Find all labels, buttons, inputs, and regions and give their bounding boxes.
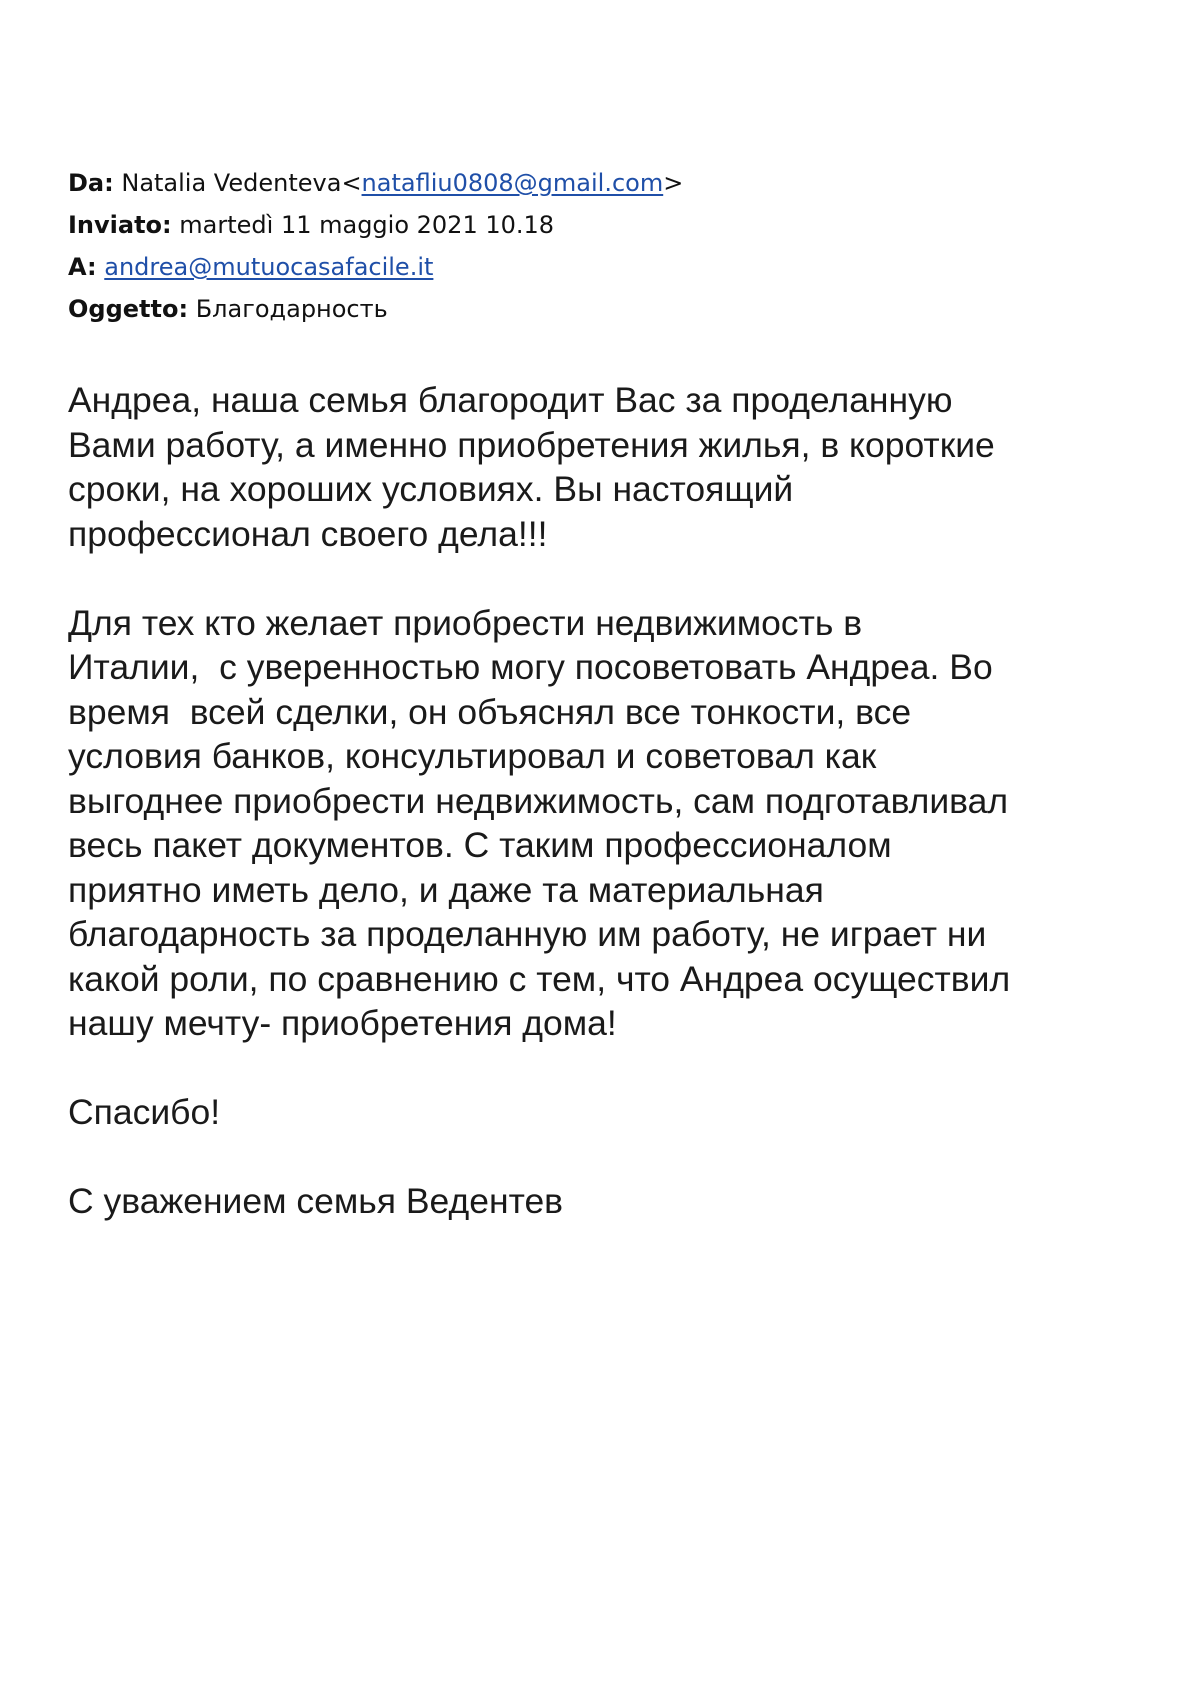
body-line: сроки, на хороших условиях. Вы настоящий (68, 469, 794, 509)
subject-label: Oggetto: (68, 295, 189, 323)
thanks-paragraph (68, 1090, 1128, 1135)
body-line: приятно иметь дело, и даже та материальная (68, 869, 824, 910)
body-line: Для тех кто желает приобрести недвижимость в (68, 602, 863, 643)
signature-text: С уважением семья Ведентев (68, 1181, 564, 1221)
body-line: весь пакет документов. С таким профессионалом (68, 825, 892, 865)
email-header (68, 162, 1128, 330)
body-line: Италии, с уверенностью могу посоветовать Андреа. Во (68, 647, 993, 687)
email-body (68, 378, 1128, 1224)
to-label: A: (68, 253, 97, 281)
signature-paragraph (68, 1179, 1128, 1224)
body-line: условия банков, консультировал и советовал как (68, 736, 877, 776)
sent-label: Inviato: (68, 211, 172, 239)
subject-row (68, 288, 1128, 330)
recipient-email-link[interactable]: andrea@mutuocasafacile.it (104, 253, 434, 281)
paragraph-2 (68, 601, 1128, 1046)
from-label: Da: (68, 169, 114, 197)
sender-email-close-bracket: > (663, 169, 684, 197)
paragraph-gap (68, 556, 1128, 601)
from-row (68, 162, 1128, 204)
email-document (68, 162, 1128, 1224)
body-line: выгоднее приобрести недвижимость, сам подготавливал (68, 780, 1009, 821)
body-line: профессионал своего дела!!! (68, 513, 548, 554)
body-line: время всей сделки, он объяснял все тонкости, все (68, 691, 912, 732)
paragraph-1 (68, 378, 1128, 556)
sent-row (68, 204, 1128, 246)
paragraph-gap (68, 1135, 1128, 1180)
paragraph-gap (68, 1046, 1128, 1091)
body-line: Андреа, наша семья благородит Вас за проделанную (68, 380, 953, 420)
sender-email-link[interactable]: natafliu0808@gmail.com (361, 169, 664, 197)
to-row (68, 246, 1128, 288)
sent-date: martedì 11 maggio 2021 10.18 (179, 211, 555, 239)
sender-name: Natalia Vedenteva (121, 169, 342, 197)
thanks-text: Спасибо! (68, 1092, 221, 1132)
sender-email-open-bracket: < (341, 169, 362, 197)
body-line: какой роли, по сравнению с тем, что Андреа осуществил (68, 958, 1011, 999)
body-line: Вами работу, а именно приобретения жилья, в короткие (68, 424, 995, 465)
subject-text: Благодарность (195, 295, 388, 323)
body-line: нашу мечту- приобретения дома! (68, 1003, 617, 1043)
body-line: благодарность за проделанную им работу, не играет ни (68, 914, 987, 954)
